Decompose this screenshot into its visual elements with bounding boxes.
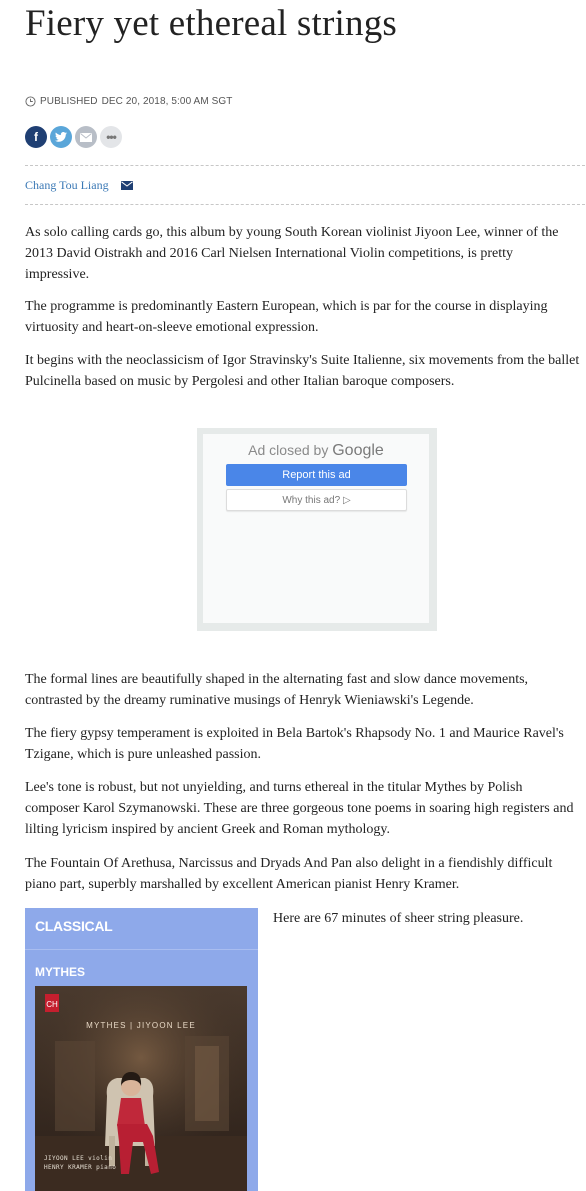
divider (25, 165, 585, 166)
published-label: PUBLISHED (40, 95, 98, 107)
infobox-album-title: MYTHES (35, 965, 86, 979)
share-bar (25, 126, 122, 148)
article-paragraph: Lee's tone is robust, but not unyielding, and turns ethereal in the titular Mythes by Polish composer Karol Szymanowski. These are three gorgeous tone poems in soaring high registers and lilting lyricism inspired by ancient Greek and Roman mythology. (25, 780, 574, 837)
article-paragraph: It begins with the neoclassicism of Igor Stravinsky's Suite Italienne, six movements from the ballet Pulcinella based on music by Pergolesi and other Italian baroque composers. (25, 353, 580, 389)
twitter-share-button[interactable] (50, 126, 72, 148)
cover-credit-piano: HENRY KRAMER piano (44, 1164, 117, 1171)
published-date: DEC 20, 2018, 5:00 AM SGT (101, 95, 233, 107)
envelope-icon (80, 133, 92, 142)
email-share-button[interactable] (75, 126, 97, 148)
mail-icon[interactable] (121, 181, 133, 190)
why-this-ad-button[interactable]: Why this ad? ▷ (226, 489, 407, 511)
article-paragraph: The fiery gypsy temperament is exploited in Bela Bartok's Rhapsody No. 1 and Maurice Ravel's Tzigane, which is pure unleashed passion. (25, 726, 564, 762)
divider (25, 204, 585, 205)
cover-title: MYTHES | JIYOON LEE (86, 1021, 196, 1030)
album-cover-image (35, 986, 247, 1191)
published-line (25, 94, 233, 108)
byline (25, 178, 133, 193)
twitter-icon (55, 132, 67, 142)
report-ad-button[interactable]: Report this ad (226, 464, 407, 486)
infobox-divider (25, 949, 258, 950)
article-paragraph: The Fountain Of Arethusa, Narcissus and Dryads And Pan also delight in a fiendishly difficult piano part, superbly marshalled by excellent American pianist Henry Kramer. (25, 856, 553, 892)
facebook-share-button[interactable] (25, 126, 47, 148)
label-logo: CH (46, 1000, 58, 1009)
facebook-icon: f (34, 130, 38, 144)
google-logo: Google (332, 442, 384, 459)
album-infobox (25, 908, 258, 1191)
more-share-button[interactable] (100, 126, 122, 148)
author-link[interactable]: Chang Tou Liang (25, 178, 109, 192)
ad-closed-prefix: Ad closed by (248, 442, 329, 458)
cover-credit-violin: JIYOON LEE violin (44, 1155, 113, 1162)
article-title: Fiery yet ethereal strings (25, 3, 398, 44)
infobox-category: CLASSICAL (35, 918, 113, 934)
article-paragraph: As solo calling cards go, this album by young South Korean violinist Jiyoon Lee, winner of the 2013 David Oistrakh and 2016 Carl Nielsen International Violin competitions, is pretty impressive. (25, 225, 559, 282)
ad-panel (203, 434, 429, 623)
article-paragraph: The formal lines are beautifully shaped in the alternating fast and slow dance movements, contrasted by the dreamy ruminative musings of Henryk Wieniawski's Legende. (25, 672, 529, 708)
ad-closed-message (203, 442, 429, 460)
article-paragraph: The programme is predominantly Eastern European, which is par for the course in displaying virtuosity and heart-on-sleeve emotional expression. (25, 299, 548, 335)
article-paragraph: Here are 67 minutes of sheer string pleasure. (273, 911, 524, 926)
clock-icon (25, 96, 36, 107)
more-icon: ••• (106, 130, 116, 144)
cover-credits (44, 1154, 116, 1172)
ad-slot (197, 428, 437, 631)
